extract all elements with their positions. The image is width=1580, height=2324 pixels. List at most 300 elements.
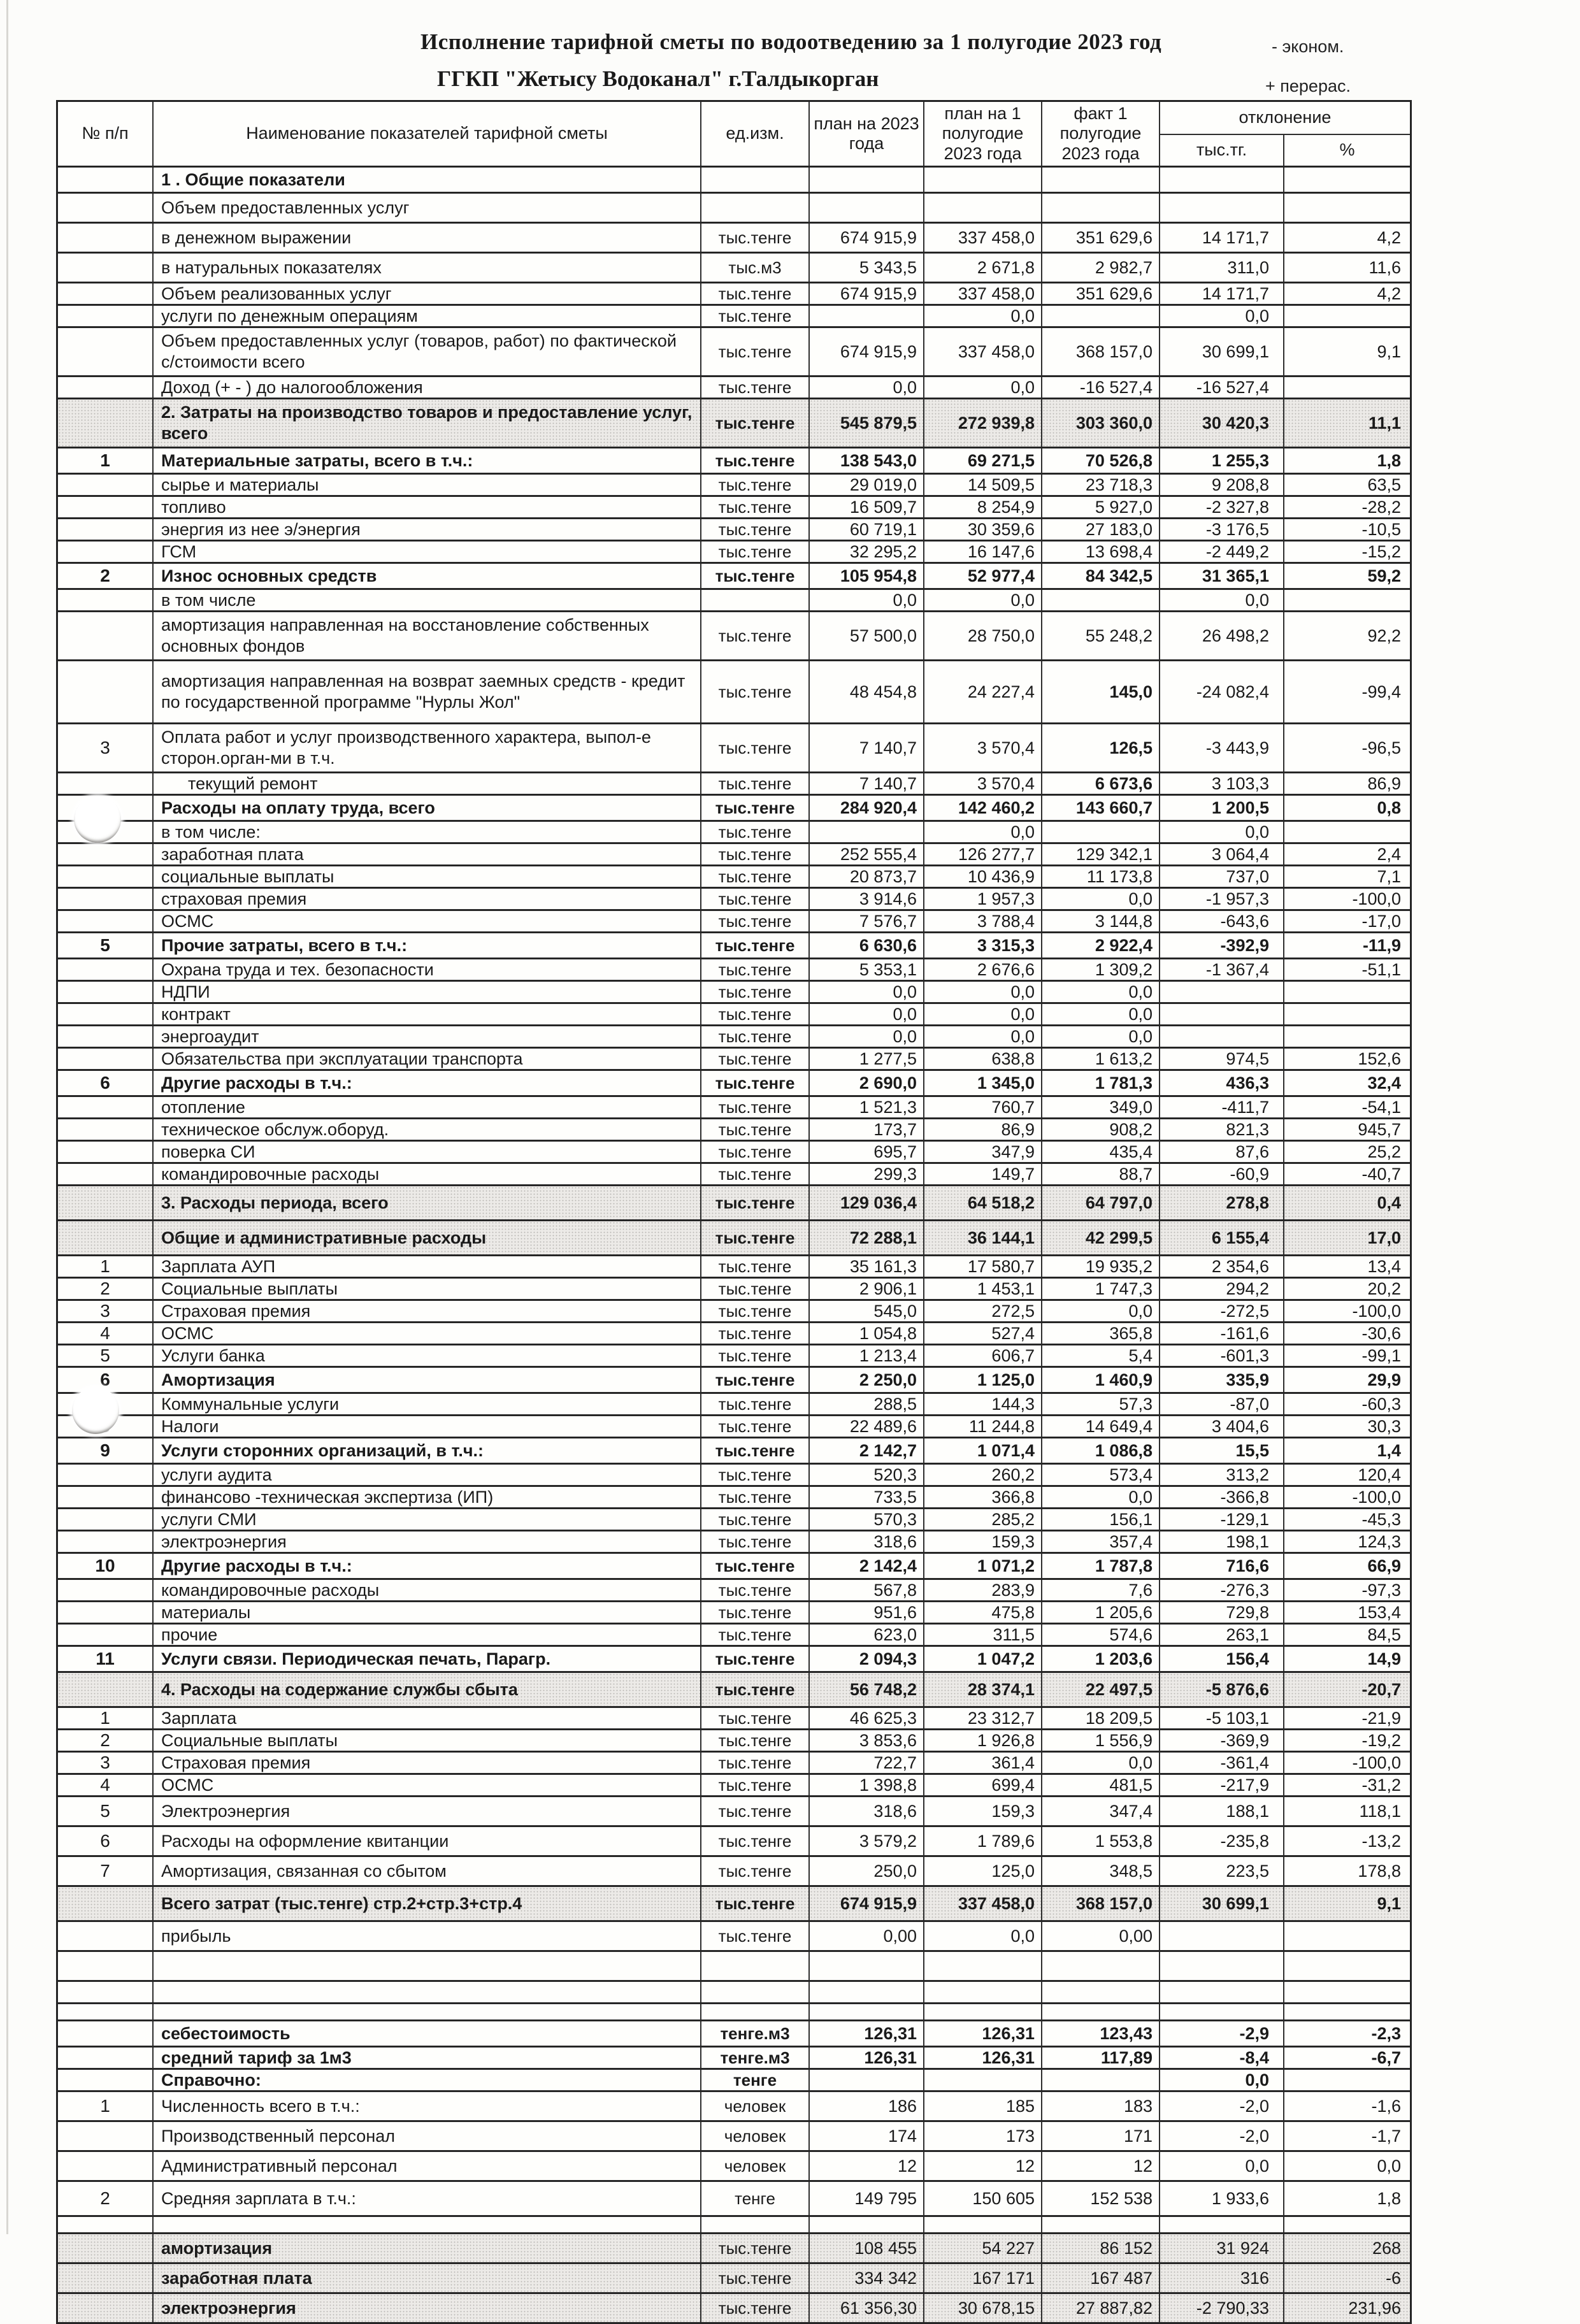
row-unit: тыс.тенге xyxy=(701,1026,810,1047)
row-label: Услуги сторонних организаций, в т.ч.: xyxy=(154,1438,701,1463)
table-row xyxy=(58,497,1410,519)
row-num xyxy=(58,661,154,722)
cell-deviation-pct: -20,7 xyxy=(1361,1679,1401,1699)
cell-deviation-pct: 32,4 xyxy=(1367,1073,1401,1093)
table-row xyxy=(58,1301,1410,1323)
row-label: себестоимость xyxy=(154,2021,701,2046)
cell-deviation-pct: 84,5 xyxy=(1367,1625,1401,1644)
cell-deviation-pct: 0,4 xyxy=(1377,1193,1401,1212)
table-row xyxy=(58,306,1410,328)
row-num: 7 xyxy=(58,1857,154,1885)
table-row xyxy=(58,254,1410,283)
cell-fact-half-year: 12 xyxy=(1042,2152,1160,2180)
cell-plan-year: 3 914,6 xyxy=(810,889,924,909)
row-num xyxy=(58,1982,154,2002)
cell-deviation-pct: -28,2 xyxy=(1361,497,1401,517)
cell-plan-year: 252 555,4 xyxy=(810,844,924,864)
row-label: Зарплата xyxy=(154,1708,701,1728)
cell-fact-half-year: 183 xyxy=(1042,2092,1160,2120)
row-unit: тыс.тенге xyxy=(701,2264,810,2292)
table-row xyxy=(58,1952,1410,1982)
cell-fact-half-year: 1 556,9 xyxy=(1042,1730,1160,1751)
row-num xyxy=(58,1026,154,1047)
cell-deviation-abs: 1 200,5 xyxy=(1160,796,1284,820)
cell-fact-half-year xyxy=(1042,1952,1160,1980)
cell-deviation-pct: 11,1 xyxy=(1368,413,1401,433)
cell-plan-year: 288,5 xyxy=(810,1394,924,1414)
row-unit: тыс.тенге xyxy=(701,1827,810,1855)
cell-deviation-abs: -1 957,3 xyxy=(1160,889,1284,909)
row-unit: тыс.тенге xyxy=(701,564,810,588)
cell-fact-half-year: 1 460,9 xyxy=(1042,1368,1160,1392)
cell-deviation-abs: 716,6 xyxy=(1160,1554,1284,1578)
row-label: Услуги банка xyxy=(154,1345,701,1366)
table-row xyxy=(58,1119,1410,1142)
table-row xyxy=(58,194,1410,224)
row-num: 5 xyxy=(58,1345,154,1366)
cell-plan-year: 129 036,4 xyxy=(810,1186,924,1219)
cell-deviation-pct: -97,3 xyxy=(1361,1580,1401,1600)
row-unit: тыс.тенге xyxy=(701,1580,810,1600)
cell-deviation-abs: -2 449,2 xyxy=(1160,542,1284,562)
cell-deviation-abs: 223,5 xyxy=(1160,1857,1284,1885)
row-label: Амортизация, связанная со сбытом xyxy=(154,1857,701,1885)
row-unit: тыс.тенге xyxy=(701,1071,810,1095)
cell-deviation-abs: 737,0 xyxy=(1160,866,1284,887)
table-row xyxy=(58,1673,1410,1708)
cell-fact-half-year: 86 152 xyxy=(1042,2234,1160,2262)
cell-deviation-abs: 2 354,6 xyxy=(1160,1256,1284,1277)
cell-plan-year: 674 915,9 xyxy=(810,1887,924,1920)
table-row xyxy=(58,1509,1410,1531)
cell-fact-half-year: 70 526,8 xyxy=(1042,448,1160,473)
table-row xyxy=(58,1323,1410,1345)
table-row xyxy=(58,328,1410,377)
row-num xyxy=(58,475,154,495)
cell-plan-year: 1 054,8 xyxy=(810,1323,924,1344)
cell-plan-year: 2 142,4 xyxy=(810,1554,924,1578)
cell-deviation-abs: -2 327,8 xyxy=(1160,497,1284,517)
cell-fact-half-year: 908,2 xyxy=(1042,1119,1160,1140)
row-unit: тыс.тенге xyxy=(701,2234,810,2262)
cell-fact-half-year: 0,0 xyxy=(1042,889,1160,909)
cell-deviation-pct: 63,5 xyxy=(1367,475,1401,494)
cell-plan-year: 674 915,9 xyxy=(810,328,924,375)
cell-fact-half-year xyxy=(1042,168,1160,192)
cell-plan-half-year: 3 788,4 xyxy=(924,911,1042,931)
scan-edge-line xyxy=(6,0,8,2234)
table-row xyxy=(58,1625,1410,1647)
row-num: 6 xyxy=(58,1071,154,1095)
row-num xyxy=(58,328,154,375)
row-label: энергоаудит xyxy=(154,1026,701,1047)
col-header-num: № п/п xyxy=(58,102,154,166)
cell-deviation-pct: 0,0 xyxy=(1377,2156,1401,2176)
cell-fact-half-year: 1 613,2 xyxy=(1042,1049,1160,1069)
row-unit: тыс.тенге xyxy=(701,1509,810,1530)
cell-fact-half-year: 167 487 xyxy=(1042,2264,1160,2292)
cell-plan-year: 7 576,7 xyxy=(810,911,924,931)
row-label: Износ основных средств xyxy=(154,564,701,588)
row-label: электроэнергия xyxy=(154,2294,701,2322)
cell-plan-half-year: 337 458,0 xyxy=(924,328,1042,375)
row-num: 3 xyxy=(58,1301,154,1321)
cell-deviation-pct: -100,0 xyxy=(1352,889,1401,908)
cell-plan-half-year: 3 570,4 xyxy=(924,724,1042,771)
table-row xyxy=(58,1465,1410,1487)
cell-fact-half-year: 347,4 xyxy=(1042,1797,1160,1825)
cell-deviation-abs: 6 155,4 xyxy=(1160,1221,1284,1254)
row-num: 1 xyxy=(58,1708,154,1728)
cell-plan-year: 2 250,0 xyxy=(810,1368,924,1392)
cell-fact-half-year: 18 209,5 xyxy=(1042,1708,1160,1728)
cell-plan-half-year: 2 671,8 xyxy=(924,254,1042,282)
cell-plan-year: 32 295,2 xyxy=(810,542,924,562)
cell-plan-half-year xyxy=(924,2004,1042,2019)
cell-deviation-pct: 153,4 xyxy=(1358,1602,1401,1622)
cell-fact-half-year xyxy=(1042,2004,1160,2019)
cell-fact-half-year: 348,5 xyxy=(1042,1857,1160,1885)
table-row xyxy=(58,1602,1410,1625)
row-unit: тыс.тенге xyxy=(701,959,810,980)
cell-deviation-pct: 20,2 xyxy=(1367,1279,1401,1298)
cell-deviation-pct: 1,4 xyxy=(1377,1440,1401,1460)
cell-plan-half-year: 125,0 xyxy=(924,1857,1042,1885)
cell-plan-half-year: 272 939,8 xyxy=(924,399,1042,447)
cell-deviation-pct: -60,3 xyxy=(1361,1394,1401,1414)
row-unit: тыс.тенге xyxy=(701,724,810,771)
row-num xyxy=(58,377,154,398)
cell-plan-year: 520,3 xyxy=(810,1465,924,1485)
cell-plan-half-year xyxy=(924,168,1042,192)
cell-plan-year: 0,00 xyxy=(810,1922,924,1950)
tariff-table xyxy=(56,100,1412,2324)
table-row xyxy=(58,168,1410,194)
table-row xyxy=(58,1416,1410,1438)
cell-deviation-pct: -99,4 xyxy=(1361,682,1401,701)
cell-deviation-abs: 294,2 xyxy=(1160,1279,1284,1299)
row-label: 2. Затраты на производство товаров и предоставление услуг, всего xyxy=(154,399,701,447)
row-num: 10 xyxy=(58,1554,154,1578)
cell-deviation-pct xyxy=(1284,194,1410,222)
table-row xyxy=(58,1186,1410,1221)
row-unit: тыс.тенге xyxy=(701,1531,810,1552)
cell-deviation-pct: -21,9 xyxy=(1361,1708,1401,1728)
cell-deviation-abs: 821,3 xyxy=(1160,1119,1284,1140)
row-num xyxy=(58,283,154,304)
cell-plan-year: 284 920,4 xyxy=(810,796,924,820)
row-label xyxy=(154,1982,701,2002)
row-num xyxy=(58,1164,154,1184)
cell-plan-year: 299,3 xyxy=(810,1164,924,1184)
row-num xyxy=(58,2122,154,2150)
row-unit: тыс.м3 xyxy=(701,254,810,282)
row-num xyxy=(58,254,154,282)
table-row xyxy=(58,822,1410,844)
row-label: прочие xyxy=(154,1625,701,1645)
table-row xyxy=(58,1922,1410,1952)
cell-deviation-abs: -366,8 xyxy=(1160,1487,1284,1507)
cell-fact-half-year: 0,0 xyxy=(1042,1753,1160,1773)
row-label: энергия из нее э/энергия xyxy=(154,519,701,540)
table-row xyxy=(58,2048,1410,2070)
cell-deviation-pct: -51,1 xyxy=(1361,959,1401,979)
cell-plan-year: 186 xyxy=(810,2092,924,2120)
row-num xyxy=(58,1049,154,1069)
row-num: 2 xyxy=(58,564,154,588)
row-unit: тыс.тенге xyxy=(701,475,810,495)
row-unit: человек xyxy=(701,2092,810,2120)
cell-plan-year: 0,0 xyxy=(810,1026,924,1047)
cell-plan-year: 0,0 xyxy=(810,1004,924,1024)
cell-plan-year: 126,31 xyxy=(810,2048,924,2068)
row-num: 1 xyxy=(58,1256,154,1277)
cell-deviation-abs: 335,9 xyxy=(1160,1368,1284,1392)
cell-deviation-abs xyxy=(1160,2004,1284,2019)
hole-punch-bottom xyxy=(72,1387,119,1434)
cell-deviation-abs: -643,6 xyxy=(1160,911,1284,931)
cell-fact-half-year: 143 660,7 xyxy=(1042,796,1160,820)
row-num: 2 xyxy=(58,1730,154,1751)
cell-deviation-abs: 311,0 xyxy=(1160,254,1284,282)
cell-plan-half-year: 69 271,5 xyxy=(924,448,1042,473)
cell-fact-half-year: 55 248,2 xyxy=(1042,612,1160,659)
cell-fact-half-year: 351 629,6 xyxy=(1042,224,1160,252)
table-row xyxy=(58,1487,1410,1509)
cell-deviation-pct: -17,0 xyxy=(1361,911,1401,931)
legend-overrun: + перерас. xyxy=(1265,76,1351,96)
cell-deviation-abs: -8,4 xyxy=(1160,2048,1284,2068)
cell-deviation-pct xyxy=(1284,1982,1410,2002)
table-row xyxy=(58,1887,1410,1922)
cell-deviation-pct: 268 xyxy=(1372,2238,1401,2258)
row-label: в том числе xyxy=(154,590,701,610)
row-label: амортизация направленная на возврат заемных средств - кредит по государственной программе "Нурлы Жол" xyxy=(154,661,701,722)
row-unit: тыс.тенге xyxy=(701,1004,810,1024)
cell-plan-half-year: 0,0 xyxy=(924,1922,1042,1950)
cell-deviation-abs: -272,5 xyxy=(1160,1301,1284,1321)
cell-plan-half-year: 8 254,9 xyxy=(924,497,1042,517)
row-num xyxy=(58,1097,154,1117)
cell-fact-half-year: 1 781,3 xyxy=(1042,1071,1160,1095)
cell-deviation-abs: 87,6 xyxy=(1160,1142,1284,1162)
cell-deviation-pct: 59,2 xyxy=(1367,566,1401,585)
cell-fact-half-year: 0,0 xyxy=(1042,982,1160,1002)
cell-deviation-abs: -2,0 xyxy=(1160,2092,1284,2120)
cell-deviation-abs: 0,0 xyxy=(1160,590,1284,610)
cell-deviation-abs: -60,9 xyxy=(1160,1164,1284,1184)
cell-deviation-abs: 0,0 xyxy=(1160,822,1284,842)
cell-plan-year: 35 161,3 xyxy=(810,1256,924,1277)
row-unit: тыс.тенге xyxy=(701,1221,810,1254)
cell-deviation-pct: 4,2 xyxy=(1377,283,1401,303)
cell-plan-half-year: 311,5 xyxy=(924,1625,1042,1645)
cell-plan-year: 1 521,3 xyxy=(810,1097,924,1117)
row-unit: тыс.тенге xyxy=(701,306,810,326)
row-unit: тыс.тенге xyxy=(701,1922,810,1950)
cell-fact-half-year: 2 922,4 xyxy=(1042,933,1160,958)
cell-plan-year: 0,0 xyxy=(810,377,924,398)
cell-plan-half-year: 285,2 xyxy=(924,1509,1042,1530)
cell-plan-year: 60 719,1 xyxy=(810,519,924,540)
cell-fact-half-year: 126,5 xyxy=(1042,724,1160,771)
row-label: Расходы на оплату труда, всего xyxy=(154,796,701,820)
cell-plan-year: 138 543,0 xyxy=(810,448,924,473)
cell-plan-year: 149 795 xyxy=(810,2182,924,2215)
cell-plan-half-year: 337 458,0 xyxy=(924,283,1042,304)
cell-plan-year xyxy=(810,2004,924,2019)
row-label xyxy=(154,1952,701,1980)
cell-plan-year xyxy=(810,168,924,192)
cell-plan-half-year: 260,2 xyxy=(924,1465,1042,1485)
table-row xyxy=(58,1164,1410,1186)
cell-fact-half-year: 0,00 xyxy=(1042,1922,1160,1950)
cell-deviation-abs: 30 699,1 xyxy=(1160,328,1284,375)
cell-plan-half-year: 150 605 xyxy=(924,2182,1042,2215)
cell-deviation-abs: 0,0 xyxy=(1160,2152,1284,2180)
cell-fact-half-year: 156,1 xyxy=(1042,1509,1160,1530)
cell-deviation-abs: -1 367,4 xyxy=(1160,959,1284,980)
row-label: финансово -техническая экспертиза (ИП) xyxy=(154,1487,701,1507)
cell-plan-year xyxy=(810,822,924,842)
row-label: Услуги связи. Периодическая печать, Парагр. xyxy=(154,1647,701,1671)
cell-plan-half-year: 30 678,15 xyxy=(924,2294,1042,2322)
cell-fact-half-year: 152 538 xyxy=(1042,2182,1160,2215)
row-label xyxy=(154,2217,701,2232)
table-row xyxy=(58,773,1410,796)
col-header-deviation: отклонение xyxy=(1160,102,1410,135)
row-label: Расходы на оформление квитанции xyxy=(154,1827,701,1855)
cell-fact-half-year: 0,0 xyxy=(1042,1301,1160,1321)
row-label: ОСМС xyxy=(154,1323,701,1344)
cell-deviation-pct: -30,6 xyxy=(1361,1323,1401,1343)
col-header-plan-year: план на 2023 года xyxy=(810,102,924,166)
row-unit: тыс.тенге xyxy=(701,844,810,864)
cell-deviation-abs: -2 790,33 xyxy=(1160,2294,1284,2322)
row-num xyxy=(58,399,154,447)
row-unit: человек xyxy=(701,2152,810,2180)
row-unit: тыс.тенге xyxy=(701,1323,810,1344)
cell-deviation-abs xyxy=(1160,1026,1284,1047)
row-unit: тыс.тенге xyxy=(701,796,810,820)
cell-plan-half-year: 30 359,6 xyxy=(924,519,1042,540)
table-row xyxy=(58,1580,1410,1602)
table-row xyxy=(58,796,1410,822)
row-num xyxy=(58,497,154,517)
cell-deviation-pct xyxy=(1284,377,1410,398)
cell-plan-half-year: 52 977,4 xyxy=(924,564,1042,588)
row-label: отопление xyxy=(154,1097,701,1117)
row-unit: тыс.тенге xyxy=(701,822,810,842)
row-num: 5 xyxy=(58,1797,154,1825)
cell-plan-half-year: 1 345,0 xyxy=(924,1071,1042,1095)
table-row xyxy=(58,2122,1410,2152)
cell-fact-half-year: 1 787,8 xyxy=(1042,1554,1160,1578)
cell-deviation-abs xyxy=(1160,1004,1284,1024)
row-num xyxy=(58,542,154,562)
row-num: 3 xyxy=(58,1753,154,1773)
cell-deviation-pct: 25,2 xyxy=(1367,1142,1401,1161)
row-unit: тыс.тенге xyxy=(701,1279,810,1299)
row-label: Объем предоставленных услуг xyxy=(154,194,701,222)
cell-deviation-pct: -45,3 xyxy=(1361,1509,1401,1529)
row-unit: тыс.тенге xyxy=(701,1368,810,1392)
row-label: в денежном выражении xyxy=(154,224,701,252)
row-unit: тыс.тенге xyxy=(701,519,810,540)
cell-fact-half-year: 27 887,82 xyxy=(1042,2294,1160,2322)
table-row xyxy=(58,1554,1410,1580)
table-row xyxy=(58,2092,1410,2122)
cell-deviation-pct: 13,4 xyxy=(1367,1256,1401,1276)
row-unit: тыс.тенге xyxy=(701,542,810,562)
cell-plan-year: 61 356,30 xyxy=(810,2294,924,2322)
cell-deviation-pct: 29,9 xyxy=(1367,1370,1401,1389)
cell-deviation-abs: -3 176,5 xyxy=(1160,519,1284,540)
table-row xyxy=(58,1797,1410,1827)
cell-plan-year xyxy=(810,1952,924,1980)
col-header-deviation-pct: % xyxy=(1339,140,1355,160)
cell-deviation-pct: 4,2 xyxy=(1377,227,1401,247)
table-row xyxy=(58,1142,1410,1164)
cell-deviation-abs: 974,5 xyxy=(1160,1049,1284,1069)
cell-fact-half-year: 3 144,8 xyxy=(1042,911,1160,931)
col-header-plan-half-year: план на 1 полугодие 2023 года xyxy=(924,102,1042,166)
cell-deviation-pct: -15,2 xyxy=(1361,542,1401,561)
cell-deviation-pct xyxy=(1284,1952,1410,1980)
cell-fact-half-year xyxy=(1042,194,1160,222)
cell-plan-half-year xyxy=(924,1982,1042,2002)
row-unit: тенге xyxy=(701,2070,810,2090)
cell-deviation-pct: 124,3 xyxy=(1358,1531,1401,1551)
table-row xyxy=(58,1730,1410,1753)
cell-plan-half-year: 142 460,2 xyxy=(924,796,1042,820)
row-label: ОСМС xyxy=(154,911,701,931)
table-row xyxy=(58,564,1410,590)
row-unit xyxy=(701,168,810,192)
cell-deviation-abs xyxy=(1160,194,1284,222)
row-num: 11 xyxy=(58,1647,154,1671)
row-unit: тыс.тенге xyxy=(701,328,810,375)
cell-fact-half-year: 123,43 xyxy=(1042,2021,1160,2046)
cell-deviation-abs: -161,6 xyxy=(1160,1323,1284,1344)
cell-fact-half-year: 57,3 xyxy=(1042,1394,1160,1414)
row-label: Охрана труда и тех. безопасности xyxy=(154,959,701,980)
row-label xyxy=(154,2004,701,2019)
cell-fact-half-year xyxy=(1042,1982,1160,2002)
cell-fact-half-year: 0,0 xyxy=(1042,1004,1160,1024)
cell-deviation-abs xyxy=(1160,1952,1284,1980)
table-row xyxy=(58,1647,1410,1673)
cell-plan-year: 57 500,0 xyxy=(810,612,924,659)
row-num xyxy=(58,224,154,252)
cell-plan-half-year: 159,3 xyxy=(924,1531,1042,1552)
row-unit: тенге.м3 xyxy=(701,2021,810,2046)
cell-fact-half-year: 27 183,0 xyxy=(1042,519,1160,540)
row-unit: тыс.тенге xyxy=(701,1345,810,1366)
cell-plan-half-year: 1 926,8 xyxy=(924,1730,1042,1751)
cell-deviation-abs: -2,9 xyxy=(1160,2021,1284,2046)
row-label: услуги аудита xyxy=(154,1465,701,1485)
row-label: ОСМС xyxy=(154,1775,701,1795)
cell-deviation-abs xyxy=(1160,1922,1284,1950)
row-label: Социальные выплаты xyxy=(154,1730,701,1751)
row-num: 2 xyxy=(58,1279,154,1299)
row-unit: тыс.тенге xyxy=(701,1416,810,1437)
row-num xyxy=(58,866,154,887)
row-unit: тыс.тенге xyxy=(701,399,810,447)
cell-plan-year: 174 xyxy=(810,2122,924,2150)
cell-fact-half-year: 171 xyxy=(1042,2122,1160,2150)
